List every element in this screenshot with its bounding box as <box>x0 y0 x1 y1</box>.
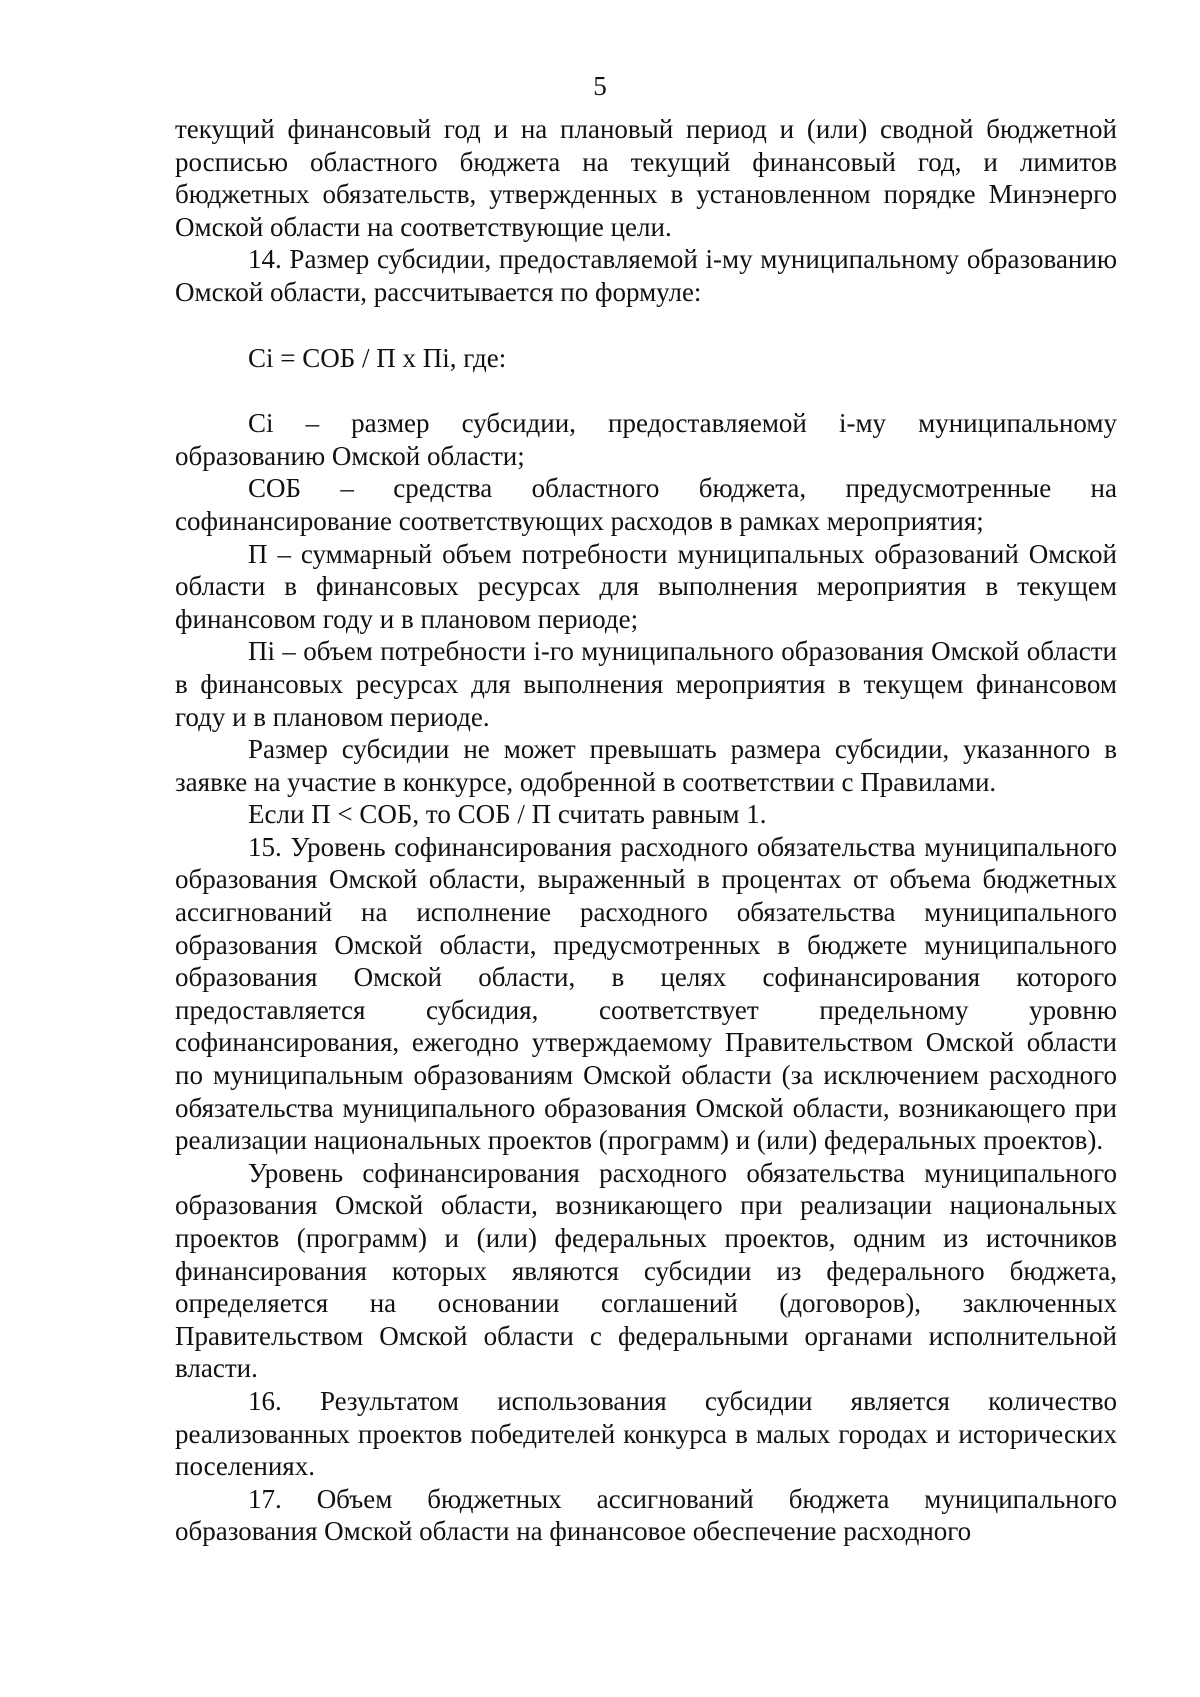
definition-sob: СОБ – средства областного бюджета, предусмотренные на софинансирование соответствующих расходов в рамках мероприятия; <box>175 473 1117 536</box>
formula: Сi = СОБ / П х Пi, где: <box>248 342 507 373</box>
paragraph-item-17: 17. Объем бюджетных ассигнований бюджета муниципального образования Омской области на финансовое обеспечение расходного <box>175 1483 1117 1547</box>
paragraph-item-15: 15. Уровень софинансирования расходного обязательства муниципального образования Омской области, выраженный в процентах от объема бюджетных ассигнований на исполнение расходного обязательства муниципального образования Омской области, предусмотренных в бюджете муниципального образования Омской области, в целях софинансирования которого предоставляется субсидия, соответствует предельному уровню софинансирования, ежегодно утверждаемому Правительством Омской области по муниципальным образованиям Омской области (за исключением расходного обязательства муниципального образования Омской области, возникающего при реализации национальных проектов (программ) и (или) федеральных проектов). <box>175 831 1117 1156</box>
definition-p: П – суммарный объем потребности муниципальных образований Омской области в финансовых ресурсах для выполнения мероприятия в текущем финансовом году и в плановом периоде; <box>175 538 1117 634</box>
paragraph-cofinancing-level: Уровень софинансирования расходного обязательства муниципального образования Омской области, возникающего при реализации национальных проектов (программ) и (или) федеральных проектов, одним из источников финансирования которых являются субсидии из федерального бюджета, определяется на основании соглашений (договоров), заключенных Правительством Омской области с федеральными органами исполнительной власти. <box>175 1157 1117 1384</box>
paragraph-item-14: 14. Размер субсидии, предоставляемой i-му муниципальному образованию Омской области, рассчитывается по формуле: <box>175 244 1117 307</box>
page-number: 5 <box>593 71 607 101</box>
paragraph-continuation: текущий финансовый год и на плановый период и (или) сводной бюджетной росписью областного бюджета на текущий финансовый год, и лимитов бюджетных обязательств, утвержденных в установленном порядке Минэнерго Омской области на соответствующие цели. <box>175 114 1117 242</box>
paragraph-subsidy-limit: Размер субсидии не может превышать размера субсидии, указанного в заявке на участие в конкурсе, одобренной в соответствии с Правилами. <box>175 734 1117 797</box>
definition-pi: Пi – объем потребности i-го муниципального образования Омской области в финансовых ресурсах для выполнения мероприятия в текущем финансовом году и в плановом периоде. <box>175 636 1117 732</box>
paragraph-item-16: 16. Результатом использования субсидии является количество реализованных проектов победителей конкурса в малых городах и исторических поселениях. <box>175 1385 1117 1482</box>
definition-ci: Сi – размер субсидии, предоставляемой i-му муниципальному образованию Омской области; <box>175 408 1117 471</box>
document-body <box>175 113 1117 1548</box>
paragraph-ratio-rule: Если П < СОБ, то СОБ / П считать равным 1. <box>248 799 767 830</box>
